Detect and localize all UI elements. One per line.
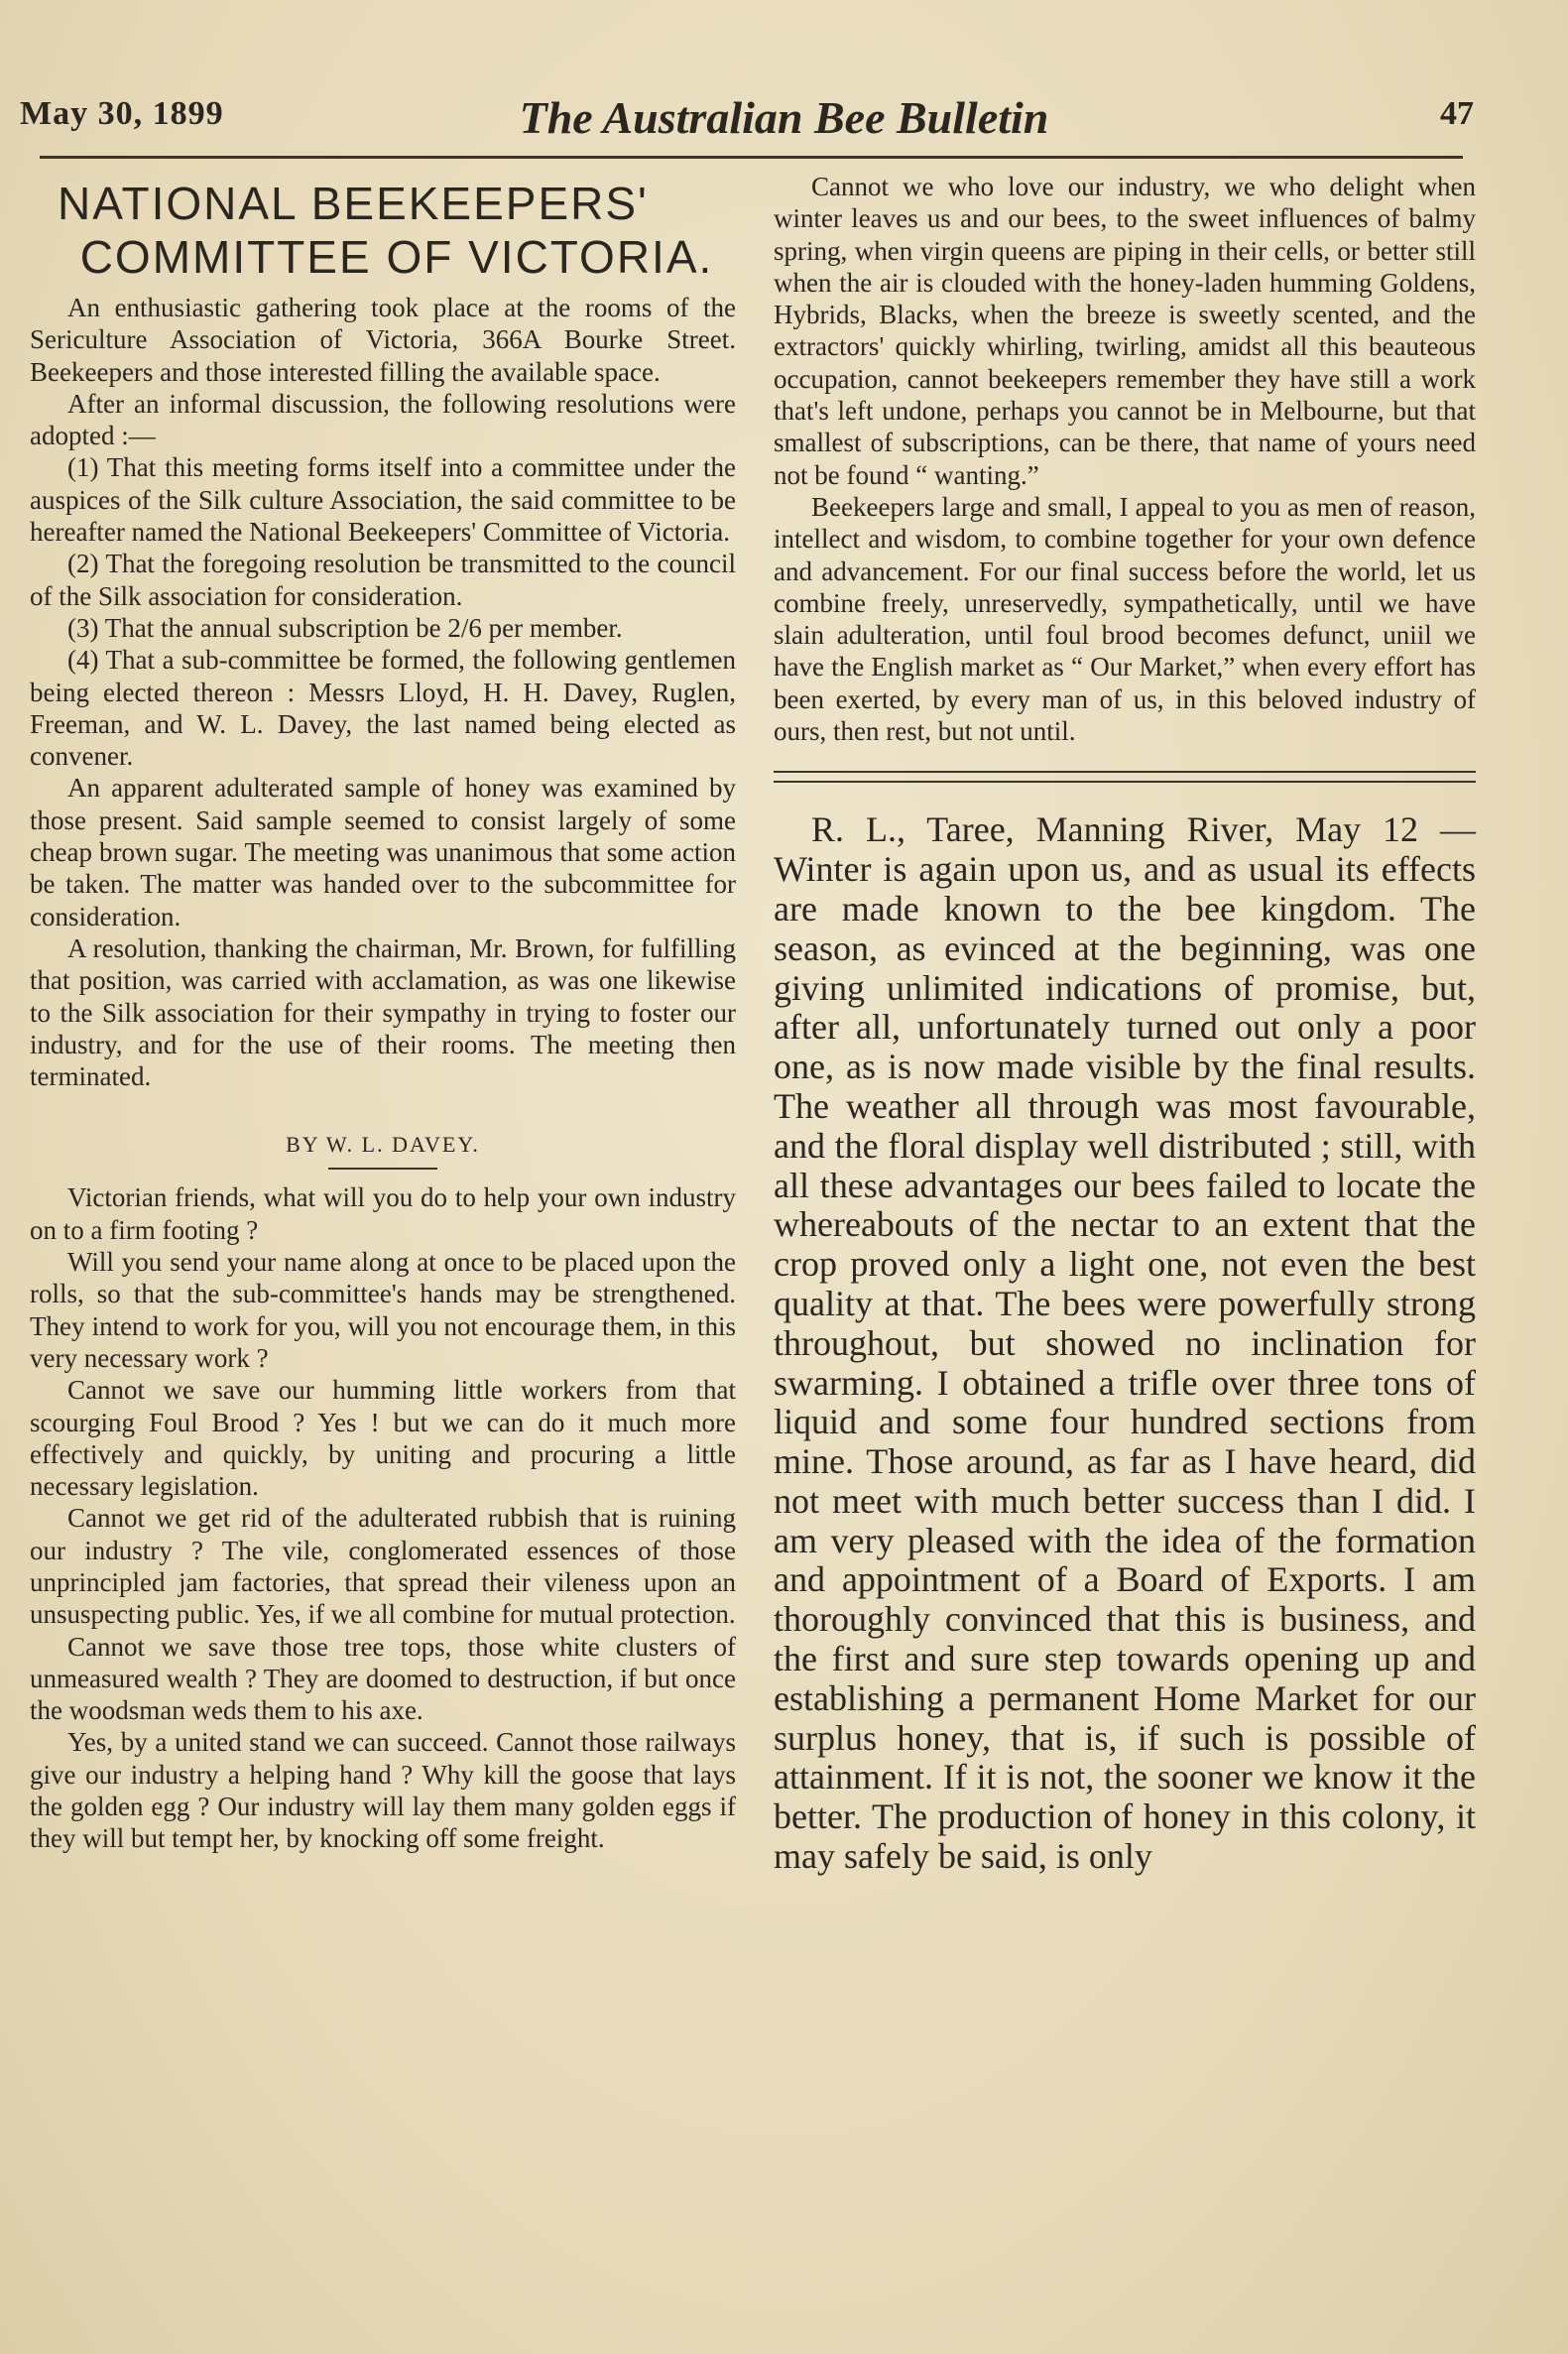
header-rule [40, 156, 1463, 159]
byline-rule [328, 1168, 437, 1170]
resolution-paragraph: (4) That a sub-committee be formed, the following gentlemen being elected thereon : Messrs Lloyd, H. H. Davey, Ruglen, Freeman, and W. L. Davey, the last named being elected as convener. [30, 645, 736, 772]
davey-paragraph: Cannot we save our humming little workers from that scourging Foul Brood ? Yes ! but we can do it much more effectively and quickly, by uniting and procuring a little necessary legislation. [30, 1375, 736, 1502]
davey-continued [774, 171, 1476, 747]
resolution-paragraph: (3) That the annual subscription be 2/6 per member. [67, 612, 623, 643]
section-title-line1: NATIONAL BEEKEEPERS' [58, 178, 649, 229]
page-header [0, 91, 1568, 151]
letter-paragraph: R. L., Taree, Manning River, May 12 —Winter is again upon us, and as usual its effects are made known to the bee kingdom. The season, as evinced at the beginning, was one giving unlimited indications of promise, but, after all, unfortunately turned out only a poor one, as is now made visible by the final results. The weather all through was most favourable, and the floral display well distributed ; still, with all these advantages our bees failed to locate the whereabouts of the nectar to an extent that the crop proved only a light one, not even the best quality at that. The bees were powerfully strong throughout, but showed no inclination for swarming. I obtained a trifle over three tons of liquid and some four hundred sections from mine. Those around, as far as I have heard, did not meet with much better success than I did. I am very pleased with the idea of the formation and appointment of a Board of Exports. I am thoroughly convinced that this is business, and the first and sure step towards opening up and establishing a permanent Home Market for our surplus honey, that is, if such is possible of attainment. If it is not, the sooner we know it the better. The production of honey in this colony, it may safely be said, is only [774, 809, 1476, 1877]
section-divider [774, 771, 1476, 783]
section-title [30, 177, 736, 284]
right-column [774, 171, 1476, 1877]
byline: BY W. L. DAVEY. [286, 1132, 480, 1158]
resolution-paragraph: (2) That the foregoing resolution be transmitted to the council of the Silk association for consideration. [30, 549, 736, 611]
article-paragraph: An enthusiastic gathering took place at the rooms of the Sericulture Association of Victoria, 366A Bourke Street. Beekeepers and those interested filling the available space. [30, 293, 736, 387]
davey-paragraph: Cannot we who love our industry, we who delight when winter leaves us and our bees, to the sweet influences of balmy spring, when virgin queens are piping in their cells, or better still when the air is clouded with the honey-laden humming Goldens, Hybrids, Blacks, when the breeze is sweetly scented, and the extractors' quickly whirling, twirling, amidst all this beauteous occupation, cannot beekeepers remember they have still a work that's left undone, perhaps you cannot be in Melbourne, but that smallest of subscriptions, can be there, that name of yours need not be found “ wanting.” [774, 172, 1476, 490]
davey-paragraph: Cannot we get rid of the adulterated rubbish that is ruining our industry ? The vile, conglomerated essences of those unprincipled jam factories, that spread their vileness upon an unsuspecting public. Yes, if we all combine for mutual protection. [30, 1503, 736, 1630]
page-number: 47 [1440, 95, 1474, 132]
article-paragraph: An apparent adulterated sample of honey was examined by those present. Said sample seemed to consist largely of some cheap brown sugar. The meeting was unanimous that some action be taken. The matter was handed over to the subcommittee for consideration. [30, 773, 736, 931]
correspondence-letter [774, 810, 1476, 1877]
issue-date: May 30, 1899 [20, 95, 224, 132]
davey-paragraph: Cannot we save those tree tops, those white clusters of unmeasured wealth ? They are doomed to destruction, if but once the woodsman weds them to his axe. [30, 1631, 736, 1726]
davey-paragraph: Yes, by a united stand we can succeed. Cannot those railways give our industry a helping hand ? Why kill the goose that lays the golden egg ? Our industry will lay them many golden eggs if they will but tempt her, by knocking off some freight. [30, 1727, 736, 1854]
davey-paragraph: Victorian friends, what will you do to help your own industry on to a firm footing ? [30, 1182, 736, 1245]
davey-paragraph: Will you send your name along at once to be placed upon the rolls, so that the sub-committee's hands may be strengthened. They intend to work for you, will you not encourage them, in this very necessary work ? [30, 1247, 736, 1373]
article-paragraph: A resolution, thanking the chairman, Mr. Brown, for fulfilling that position, was carried with acclamation, as was one likewise to the Silk association for their sympathy in trying to foster our industry, and for the use of their rooms. The meeting then terminated. [30, 932, 736, 1092]
resolution-paragraph: (1) That this meeting forms itself into a committee under the auspices of the Silk culture Association, the said committee to be hereafter named the National Beekeepers' Committee of Victoria. [30, 452, 736, 548]
davey-paragraph: Beekeepers large and small, I appeal to you as men of reason, intellect and wisdom, to combine together for your own defence and advancement. For our final success before the world, let us combine freely, unreservedly, sympathetically, until we have slain adulteration, until foul brood becomes defunct, uniil we have the English market as “ Our Market,” when every effort has been exerted, by every man of us, in this beloved industry of ours, then rest, but not until. [774, 491, 1476, 747]
publication-title: The Australian Bee Bulletin [519, 92, 1049, 143]
section-title-line2: COMMITTEE OF VICTORIA. [79, 231, 714, 283]
left-column [30, 171, 736, 1855]
article-paragraph: After an informal discussion, the following resolutions were adopted :— [30, 388, 736, 451]
